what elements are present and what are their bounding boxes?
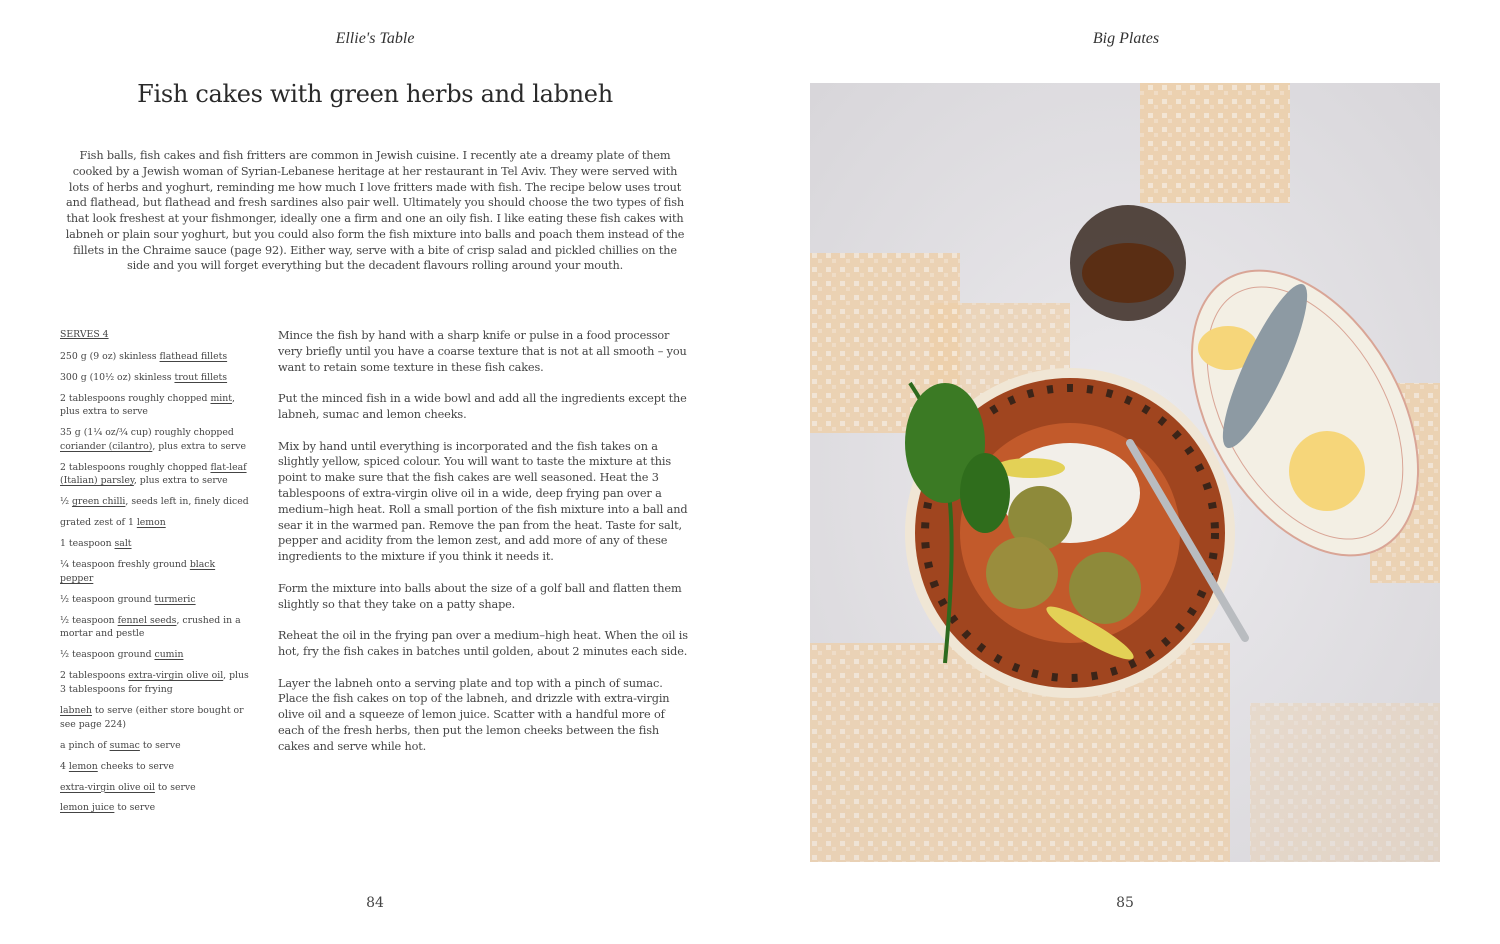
- serves-label: SERVES 4: [60, 329, 109, 340]
- page-number-left: 84: [366, 895, 384, 911]
- ingredient-item: [60, 558, 250, 585]
- method-steps: [278, 328, 688, 770]
- ingredient-link[interactable]: sumac: [109, 739, 140, 751]
- ingredient-link[interactable]: extra-virgin olive oil: [60, 781, 155, 793]
- ingredient-item: [60, 537, 250, 551]
- ingredient-text: , plus 3 tablespoons for frying: [60, 670, 249, 695]
- ingredient-text: ¼ teaspoon freshly ground: [60, 559, 190, 571]
- ingredient-link[interactable]: lemon: [68, 760, 98, 772]
- ingredient-link[interactable]: labneh: [60, 704, 92, 716]
- fish-cakes-photo-illustration: [810, 83, 1440, 862]
- ingredient-link[interactable]: flathead fillets: [159, 350, 228, 362]
- ingredient-item: [60, 781, 250, 795]
- ingredient-link[interactable]: lemon juice: [60, 802, 115, 814]
- ingredient-item: [60, 495, 250, 509]
- method-step: Form the mixture into balls about the size of a golf ball and flatten them slightly so that they take on a patty shape.: [278, 581, 682, 611]
- ingredient-link[interactable]: green chilli: [71, 496, 126, 508]
- ingredient-text: cheeks to serve: [97, 760, 175, 772]
- ingredient-item: [60, 704, 250, 731]
- ingredient-text: 1 teaspoon: [60, 538, 115, 550]
- ingredient-text: , seeds left in, finely diced: [125, 496, 249, 508]
- ingredient-text: , plus extra to serve: [152, 440, 247, 452]
- recipe-intro: Fish balls, fish cakes and fish fritters are common in Jewish cuisine. I recently ate a dreamy plate of them cooked by a Jewish woman of Syrian-Lebanese heritage at her restaurant in Tel Aviv. They were served with lots of herbs and yoghurt, reminding me how much I love fritters made with fish. The recipe below uses trout and flathead, but flathead and fresh sardines also pair well. Ultimately you should choose the two types of fish that look freshest at your fishmonger, ideally one a firm and one an oily fish. I like eating these fish cakes with labneh or plain sour yoghurt, but you could also form the fish mixture into balls and poach them instead of the fillets in the Chraime sauce (page 92). Either way, serve with a bite of crisp salad and pickled chillies on the side and you will forget everything but the decadent flavours rolling around your mouth.: [65, 149, 685, 273]
- ingredient-item: [60, 593, 250, 607]
- ingredient-link[interactable]: fennel seeds: [117, 614, 177, 626]
- ingredient-text: 2 tablespoons roughly chopped: [60, 392, 211, 404]
- ingredient-link[interactable]: lemon: [136, 517, 166, 529]
- ingredient-text: to serve: [139, 739, 181, 751]
- ingredient-link[interactable]: flat-leaf (Italian) parsley: [60, 461, 247, 487]
- ingredient-text: 250 g (9 oz) skinless: [60, 350, 160, 362]
- running-head-right: Big Plates: [1092, 30, 1160, 47]
- ingredient-item: [60, 801, 250, 815]
- ingredient-text: 2 tablespoons: [60, 670, 129, 682]
- ingredient-text: to serve: [154, 781, 196, 793]
- ingredient-text: , plus extra to serve: [133, 475, 228, 487]
- ingredient-item: [60, 614, 250, 641]
- ingredient-text: 4: [60, 760, 69, 772]
- ingredient-item: [60, 648, 250, 662]
- ingredient-text: , plus extra to serve: [60, 392, 235, 418]
- ingredients-list: [60, 328, 250, 822]
- ingredient-item: [60, 760, 250, 774]
- ingredient-item: [60, 669, 250, 696]
- running-head-left: Ellie's Table: [335, 30, 415, 47]
- recipe-photo: [810, 83, 1440, 862]
- ingredient-text: a pinch of: [60, 739, 110, 751]
- ingredient-text: ½ teaspoon ground: [60, 593, 155, 605]
- ingredient-link[interactable]: mint: [210, 392, 232, 404]
- ingredient-text: 35 g (1¼ oz/¾ cup) roughly chopped: [60, 427, 234, 439]
- page-number-right: 85: [1116, 895, 1134, 911]
- ingredient-link[interactable]: coriander (cilantro): [60, 440, 153, 452]
- method-step: Layer the labneh onto a serving plate and top with a pinch of sumac. Place the fish cakes on top of the labneh, and drizzle with extra-virgin olive oil and a squeeze of lemon juice. Scatter with a handful more of each of the fresh herbs, then put the lemon cheeks between the fish cakes and serve while hot.: [278, 676, 670, 753]
- ingredient-text: grated zest of 1: [60, 517, 137, 529]
- ingredient-link[interactable]: extra-virgin olive oil: [128, 670, 224, 682]
- ingredient-item: [60, 739, 250, 753]
- ingredient-link[interactable]: salt: [114, 538, 132, 550]
- ingredient-link[interactable]: trout fillets: [174, 371, 228, 383]
- ingredient-item: [60, 426, 250, 453]
- ingredient-text: ½: [60, 496, 72, 508]
- method-step: Put the minced fish in a wide bowl and add all the ingredients except the labneh, sumac and lemon cheeks.: [278, 392, 687, 421]
- method-step: Mix by hand until everything is incorporated and the fish takes on a slightly yellow, spiced colour. You will want to taste the mixture at this point to make sure that the fish cakes are well seasoned. Heat the 3 tablespoons of extra-virgin olive oil in a wide, deep frying pan over a medium–high heat. Roll a small portion of the fish mixture into a ball and sear it in the warmed pan. Remove the pan from the heat. Taste for salt, pepper and acidity from the lemon zest, and add more of any of these ingredients to the mixture if you think it needs it.: [278, 439, 688, 564]
- ingredient-item: [60, 516, 250, 530]
- ingredient-item: [60, 371, 250, 385]
- ingredient-link[interactable]: turmeric: [154, 593, 196, 605]
- ingredient-item: [60, 461, 250, 488]
- ingredient-text: 2 tablespoons roughly chopped: [60, 461, 211, 473]
- method-step: Mince the fish by hand with a sharp knife or pulse in a food processor very briefly until you have a coarse texture that is not at all smooth – you want to retain some texture in these fish cakes.: [278, 329, 687, 374]
- ingredient-text: 300 g (10½ oz) skinless: [60, 371, 175, 383]
- recipe-title: Fish cakes with green herbs and labneh: [137, 80, 613, 108]
- ingredient-text: ½ teaspoon: [60, 614, 118, 626]
- ingredient-text: to serve (either store bought or see page 224): [60, 704, 244, 730]
- ingredient-text: ½ teaspoon ground: [60, 649, 155, 661]
- method-step: Reheat the oil in the frying pan over a medium–high heat. When the oil is hot, fry the fish cakes in batches until golden, about 2 minutes each side.: [278, 629, 688, 658]
- ingredient-item: [60, 392, 250, 419]
- ingredient-item: [60, 350, 250, 364]
- ingredient-link[interactable]: black pepper: [60, 559, 216, 584]
- ingredient-text: to serve: [114, 802, 156, 814]
- ingredient-text: , crushed in a mortar and pestle: [60, 614, 241, 640]
- ingredient-link[interactable]: cumin: [154, 649, 184, 661]
